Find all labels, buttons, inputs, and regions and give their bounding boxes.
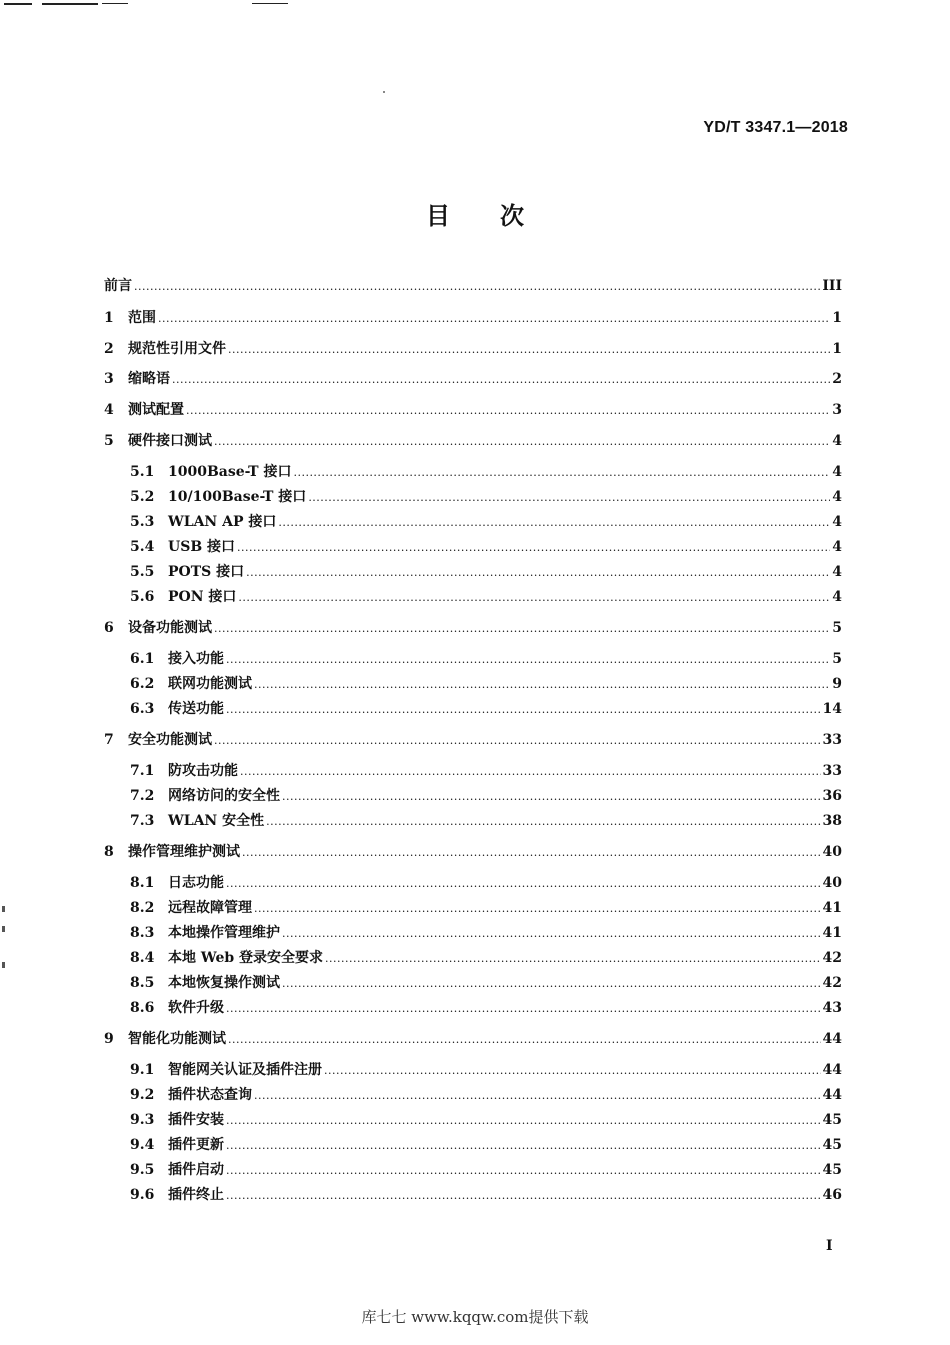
toc-number: 7.1 (130, 763, 155, 779)
toc-subentry[interactable] (130, 1185, 842, 1205)
toc-number: 5.1 (130, 464, 155, 480)
toc-title: 10/100Base-T 接口 (168, 489, 307, 505)
toc-number: 6.1 (130, 651, 155, 667)
toc-number: 5 (104, 433, 114, 449)
toc-title: WLAN 安全性 (168, 813, 265, 829)
toc-page-number: 40 (822, 875, 842, 891)
toc-subentry[interactable] (130, 562, 842, 582)
toc-title: 联网功能测试 (168, 676, 252, 692)
toc-subentry[interactable] (130, 537, 842, 557)
toc-title: 范围 (128, 310, 156, 326)
toc-page-number: 42 (822, 950, 842, 966)
toc-subentry[interactable] (130, 811, 842, 831)
toc-page-number: 5 (832, 620, 842, 636)
toc-page-number: 41 (822, 900, 842, 916)
toc-page-number: 41 (822, 925, 842, 941)
toc-number: 9 (104, 1031, 114, 1047)
toc-page-number: 45 (822, 1137, 842, 1153)
toc-number: 9.6 (130, 1187, 155, 1203)
toc-number: 9.2 (130, 1087, 155, 1103)
toc-number: 6 (104, 620, 114, 636)
toc-page-number: 33 (822, 732, 842, 748)
dot-leader (226, 1161, 821, 1181)
toc-number: 2 (104, 341, 114, 357)
toc-number: 6.3 (130, 701, 155, 717)
toc-page-number: 45 (822, 1112, 842, 1128)
toc-number: 8.2 (130, 900, 155, 916)
toc-subentry[interactable] (130, 786, 842, 806)
toc-title: 传送功能 (168, 701, 224, 717)
toc-number: 7.2 (130, 788, 155, 804)
toc-number: 8.5 (130, 975, 155, 991)
toc-subentry[interactable] (130, 1085, 842, 1105)
toc-number: 9.5 (130, 1162, 155, 1178)
dot-leader (186, 401, 830, 421)
dot-leader (226, 650, 830, 670)
toc-number: 1 (104, 310, 114, 326)
dot-leader (226, 999, 821, 1019)
dot-leader (254, 1086, 821, 1106)
dot-leader (214, 432, 830, 452)
toc-page-number: III (822, 278, 842, 294)
dot-leader (254, 899, 821, 919)
toc-subentry[interactable] (130, 512, 842, 532)
toc-number: 9.1 (130, 1062, 155, 1078)
toc-entry[interactable] (104, 618, 842, 638)
toc-subentry[interactable] (130, 761, 842, 781)
toc-subentry[interactable] (130, 1160, 842, 1180)
toc-entry[interactable] (104, 431, 842, 451)
toc-number: 8.3 (130, 925, 155, 941)
toc-page-number: 43 (822, 1000, 842, 1016)
toc-number: 4 (104, 402, 114, 418)
page-number: I (826, 1238, 833, 1254)
toc-title: 硬件接口测试 (128, 433, 212, 449)
toc-title: 智能化功能测试 (128, 1031, 226, 1047)
toc-title: 接入功能 (168, 651, 224, 667)
toc-number: 7.3 (130, 813, 155, 829)
toc-entry[interactable] (104, 276, 842, 296)
toc-subentry[interactable] (130, 649, 842, 669)
dot-leader (266, 812, 820, 832)
toc-title: 插件状态查询 (168, 1087, 252, 1103)
toc-title: 本地恢复操作测试 (168, 975, 280, 991)
toc-number: 5.2 (130, 489, 155, 505)
toc-page-number: 4 (832, 514, 842, 530)
dot-leader (282, 974, 821, 994)
toc-page-number: 45 (822, 1162, 842, 1178)
dot-leader (226, 700, 821, 720)
toc-title: 缩略语 (128, 371, 170, 387)
toc-number: 8 (104, 844, 114, 860)
toc-number: 5.5 (130, 564, 155, 580)
dot-leader (240, 762, 821, 782)
toc-subentry[interactable] (130, 587, 842, 607)
toc-title: 设备功能测试 (128, 620, 212, 636)
dot-leader (282, 787, 821, 807)
toc-title: POTS 接口 (168, 564, 245, 580)
toc-page-number: 4 (832, 464, 842, 480)
toc-page-number: 1 (832, 310, 842, 326)
toc-title: 安全功能测试 (128, 732, 212, 748)
toc-number: 5.3 (130, 514, 155, 530)
toc-subentry[interactable] (130, 699, 842, 719)
dot-leader (293, 463, 830, 483)
toc-subentry[interactable] (130, 1135, 842, 1155)
toc-page-number: 4 (832, 489, 842, 505)
toc-subentry[interactable] (130, 1060, 842, 1080)
toc-subentry[interactable] (130, 948, 842, 968)
dot-leader (226, 1111, 821, 1131)
toc-number: 5.6 (130, 589, 155, 605)
toc-number: 9.3 (130, 1112, 155, 1128)
dot-leader (228, 1030, 821, 1050)
dot-leader (134, 277, 820, 297)
toc-title: WLAN AP 接口 (168, 514, 277, 530)
toc-title: 智能网关认证及插件注册 (168, 1062, 322, 1078)
toc-page-number: 3 (832, 402, 842, 418)
toc-title: 插件更新 (168, 1137, 224, 1153)
toc-title: 本地操作管理维护 (168, 925, 280, 941)
toc-number: 6.2 (130, 676, 155, 692)
toc-page-number: 2 (832, 371, 842, 387)
dot-leader (226, 1136, 821, 1156)
toc-page-number: 4 (832, 564, 842, 580)
toc-entry[interactable] (104, 339, 842, 359)
toc-entry[interactable] (104, 308, 842, 328)
toc-entry[interactable] (104, 1029, 842, 1049)
toc-page-number: 4 (832, 433, 842, 449)
page-title-part1: 目 (426, 202, 450, 230)
toc-title: 远程故障管理 (168, 900, 252, 916)
page-title-part2: 次 (500, 202, 524, 230)
dot-leader (226, 1186, 821, 1206)
toc-title: 插件安装 (168, 1112, 224, 1128)
toc-title: 1000Base-T 接口 (168, 464, 292, 480)
dot-leader (246, 563, 830, 583)
toc-page-number: 33 (822, 763, 842, 779)
toc-title: 前言 (104, 278, 132, 294)
toc-page-number: 9 (832, 676, 842, 692)
watermark: 库七七 www.kqqw.com提供下载 (361, 1308, 589, 1326)
toc-subentry[interactable] (130, 487, 842, 507)
toc-subentry[interactable] (130, 1110, 842, 1130)
toc-title: 网络访问的安全性 (168, 788, 280, 804)
dot-leader (242, 843, 821, 863)
toc-subentry[interactable] (130, 674, 842, 694)
toc-number: 8.1 (130, 875, 155, 891)
dot-leader (282, 924, 821, 944)
toc-page-number: 1 (832, 341, 842, 357)
toc-title: 插件启动 (168, 1162, 224, 1178)
toc-title: 日志功能 (168, 875, 224, 891)
dot-leader (226, 874, 821, 894)
toc-subentry[interactable] (130, 923, 842, 943)
toc-entry[interactable] (104, 730, 842, 750)
dot-leader (278, 513, 830, 533)
toc-page-number: 5 (832, 651, 842, 667)
dot-leader (254, 675, 830, 695)
toc-page-number: 36 (822, 788, 842, 804)
toc-page-number: 40 (822, 844, 842, 860)
toc-number: 3 (104, 371, 114, 387)
toc-page-number: 44 (822, 1062, 842, 1078)
toc-page-number: 4 (832, 589, 842, 605)
toc-page-number: 44 (822, 1031, 842, 1047)
toc-subentry[interactable] (130, 973, 842, 993)
dot-leader (308, 488, 830, 508)
toc-title: 测试配置 (128, 402, 184, 418)
toc-number: 5.4 (130, 539, 155, 555)
dot-leader (325, 949, 820, 969)
toc-title: 本地 Web 登录安全要求 (168, 950, 324, 966)
document-code: YD/T 3347.1—2018 (703, 119, 848, 136)
dot-leader (324, 1061, 821, 1081)
toc-page-number: 14 (822, 701, 842, 717)
toc-entry[interactable] (104, 842, 842, 862)
dot-leader (172, 370, 830, 390)
dot-leader (237, 538, 830, 558)
dot-leader (228, 340, 830, 360)
toc-page-number: 38 (822, 813, 842, 829)
toc-page-number: 42 (822, 975, 842, 991)
toc-number: 7 (104, 732, 114, 748)
dot-leader (238, 588, 830, 608)
toc-title: 规范性引用文件 (128, 341, 226, 357)
dot-leader (214, 731, 821, 751)
toc-number: 9.4 (130, 1137, 155, 1153)
dot-leader (214, 619, 830, 639)
toc-number: 8.4 (130, 950, 155, 966)
toc-title: PON 接口 (168, 589, 237, 605)
toc-title: 软件升级 (168, 1000, 224, 1016)
toc-title: USB 接口 (168, 539, 236, 555)
toc-subentry[interactable] (130, 998, 842, 1018)
toc-entry[interactable] (104, 400, 842, 420)
toc-subentry[interactable] (130, 898, 842, 918)
toc-page-number: 44 (822, 1087, 842, 1103)
toc-subentry[interactable] (130, 462, 842, 482)
dot-leader (158, 309, 830, 329)
toc-page-number: 4 (832, 539, 842, 555)
toc-number: 8.6 (130, 1000, 155, 1016)
toc-subentry[interactable] (130, 873, 842, 893)
toc-page-number: 46 (822, 1187, 842, 1203)
toc-title: 防攻击功能 (168, 763, 238, 779)
toc-entry[interactable] (104, 369, 842, 389)
toc-title: 操作管理维护测试 (128, 844, 240, 860)
toc-title: 插件终止 (168, 1187, 224, 1203)
